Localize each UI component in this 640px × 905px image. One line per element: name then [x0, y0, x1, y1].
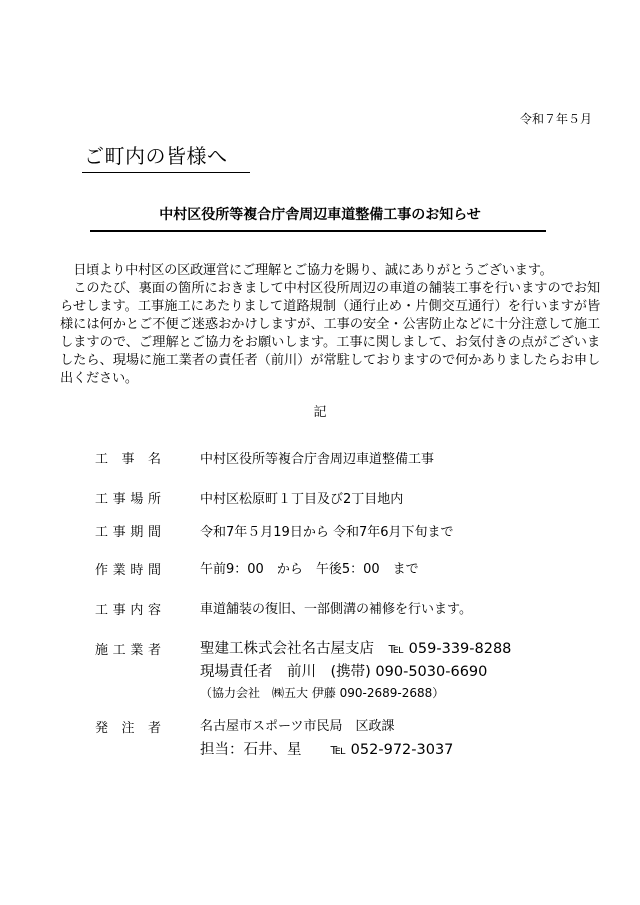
- label-char: 注: [121, 721, 135, 736]
- label-char: 間: [147, 563, 161, 578]
- label-char: 事: [121, 452, 135, 467]
- greeting-heading: ご町内の皆様へ: [84, 144, 228, 168]
- body-paragraph: 日頃より中村区の区政運営にご理解とご協力を賜り、誠にありがとうございます。: [73, 263, 553, 278]
- label-char: 工: [112, 643, 126, 658]
- content-value: 車道舗装の復旧、一部側溝の補修を行います。: [200, 602, 472, 617]
- label-char: 事: [112, 525, 126, 540]
- label-char: 者: [147, 721, 161, 736]
- greeting-underline: [82, 172, 250, 173]
- label-text: [95, 599, 161, 618]
- label-char: 工: [95, 492, 109, 507]
- label-char: 作: [95, 563, 109, 578]
- label-text: [95, 448, 161, 467]
- contractor-label: [95, 639, 161, 658]
- ki-marker: 記: [313, 405, 327, 420]
- construction-name-value: 中村区役所等複合庁舎周辺車道整備工事: [200, 452, 435, 467]
- work-hours-value: 午前9：00 から 午後5：00 まで: [200, 562, 419, 577]
- label-char: 容: [147, 603, 161, 618]
- body-paragraph: このたび、裏面の箇所におきまして中村区役所周辺の車道の舗装工事を行いますのでお知らせします。工事施工にあたりまして道路規制（通行止め・片側交互通行）を行いますが皆様には何かとご不便ご迷惑おかけしますが、工事の安全・公害防止などに十分注意して施工しますので、ご理解とご協力をお願いします。工事に関しまして、お気付きの点がございましたら、現場に施工業者の責任者（前川）が常駐しておりますので何かありましたらお申し出ください。: [60, 281, 600, 386]
- label-char: 所: [147, 492, 161, 507]
- period-value: 令和7年５月19日から 令和7年6月下旬まで: [200, 525, 454, 540]
- label-char: 期: [130, 525, 144, 540]
- notice-title: 中村区役所等複合庁舎周辺車道整備工事のお知らせ: [159, 207, 481, 223]
- period-label: [95, 521, 161, 540]
- client-department: 名古屋市スポーツ市民局 区政課: [200, 719, 395, 734]
- label-char: 名: [147, 452, 161, 467]
- label-char: 業: [130, 643, 144, 658]
- label-char: 発: [95, 721, 109, 736]
- body-text: [60, 262, 600, 388]
- label-char: 業: [112, 563, 126, 578]
- client-contact: 担当：石井、星 ℡ 052-972-3037: [200, 742, 454, 758]
- partner-company: （協力会社 ㈱五大 伊藤 090-2689-2688）: [200, 686, 445, 700]
- site-manager: 現場責任者 前川 (携帯) 090-5030-6690: [200, 664, 488, 680]
- label-char: 内: [130, 603, 144, 618]
- work-hours-label: [95, 559, 161, 578]
- label-char: 間: [147, 525, 161, 540]
- label-text: [95, 717, 161, 736]
- label-char: 事: [112, 603, 126, 618]
- label-char: 事: [112, 492, 126, 507]
- label-char: 場: [130, 492, 144, 507]
- location-label: [95, 488, 161, 507]
- location-value: 中村区松原町１丁目及び2丁目地内: [200, 492, 404, 507]
- title-underline: [90, 230, 546, 232]
- label-char: 工: [95, 452, 109, 467]
- label-char: 時: [130, 563, 144, 578]
- label-char: 工: [95, 603, 109, 618]
- content-label: [95, 599, 161, 618]
- client-label: [95, 717, 161, 736]
- label-text: [95, 521, 161, 540]
- label-char: 者: [147, 643, 161, 658]
- label-text: [95, 488, 161, 507]
- date: 令和７年５月: [519, 112, 592, 126]
- label-char: 施: [95, 643, 109, 658]
- contractor-company: 聖建工株式会社名古屋支店 ℡ 059-339-8288: [200, 641, 512, 657]
- construction-name-label: [95, 448, 161, 467]
- label-char: 工: [95, 525, 109, 540]
- label-text: [95, 559, 161, 578]
- label-text: [95, 639, 161, 658]
